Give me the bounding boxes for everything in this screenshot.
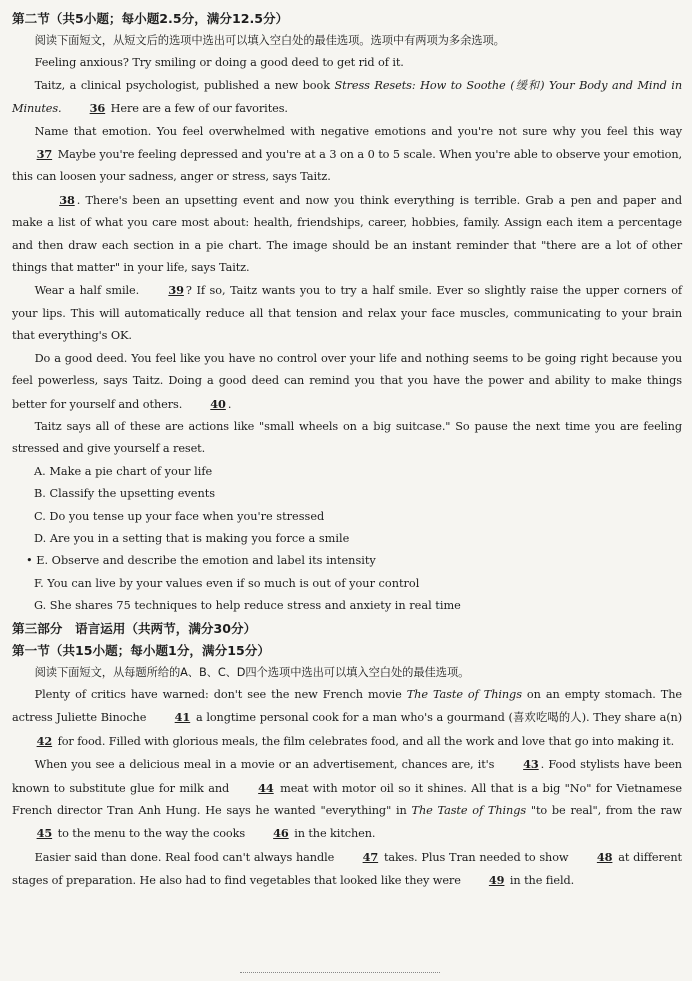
text-span: . There's been an upsetting event and now you think everything is terrible. Grab a pen and paper and make a list of what you care most about: health, friendships, career, hobbies, family. Assign each item a percentage and then draw each section in a pie chart. The image should be an instant reminder that "there are a lot of other things that matter" in your life, says Taitz. [12,193,682,275]
passage-paragraph-2 [12,75,682,121]
text-span: at different stages of preparation. He also had to find vegetables that looked like they were [12,850,682,888]
passage-paragraph-4 [12,189,682,280]
text-span: Taitz, a clinical psychologist, published a new book [34,78,335,92]
movie-title: The Taste of Things [411,804,527,817]
cloze-paragraph-3 [12,846,682,893]
passage-paragraph-3 [12,121,682,189]
text-span: meat with motor oil so it shines. All that is a big "No" for Vietnamese French director Tran Anh Hung. He says he wanted "everything" in [12,781,682,817]
text-span: Do a good deed. You feel like you have no control over your life and nothing seems to be going right because you feel powerless, says Taitz. Doing a good deed can remind you that you have the power and ability to make things better for yourself and others. [12,351,682,411]
blank-48: 48 [596,849,613,864]
blank-36: 36 [89,101,106,116]
passage-paragraph-7: Taitz says all of these are actions like "small wheels on a big suitcase." So pause the next time you are feeling stressed and give yourself a reset. [12,419,682,456]
blank-44: 44 [258,780,274,795]
passage-paragraph-1: Feeling anxious? Try smiling or doing a good deed to get rid of it. [34,56,404,70]
text-span: to the menu to the way the cooks [57,827,246,841]
text-span: ? If so, Taitz wants you to try a half smile. Ever so slightly raise the upper corners of your lips. This will automatically reduce all that tension and relax your face muscles, communicating to your brain that everything's OK. [12,284,683,343]
text-span: When you see a delicious meal in a movie or an advertisement, chances are, it's [34,758,495,772]
cloze-paragraph-2 [12,753,682,846]
option-c: C. Do you tense up your face when you're stressed [34,509,325,523]
options-list [12,461,682,618]
text-span: for food. Filled with glorious meals, the film celebrates food, and all the work and love that go into making it. [57,734,675,748]
text-span: takes. Plus Tran needed to show [383,850,569,864]
text-span: Name that emotion. You feel overwhelmed with negative emotions and you're not sure why you feel this way [34,124,682,138]
blank-41: 41 [174,710,191,725]
option-e: • E. Observe and describe the emotion and label its intensity [26,554,376,568]
option-g: G. She shares 75 techniques to help reduce stress and anxiety in real time [34,599,461,613]
text-span: Maybe you're feeling depressed and you're at a 3 on a 0 to 5 scale. When you're able to observe your emotion, this can loosen your sadness, anger or stress, says Taitz. [12,148,682,184]
blank-49: 49 [488,873,505,888]
text-span: . [227,397,232,411]
text-span: Plenty of critics have warned: don't see the new French movie [34,687,407,701]
option-a: A. Make a pie chart of your life [34,464,213,478]
passage-paragraph-6 [12,348,682,416]
text-span: on an empty stomach. The actress Juliette Binoche [12,687,682,725]
movie-title: The Taste of Things [406,687,522,701]
text-span: in the field. [509,874,575,888]
blank-38: 38 [59,192,75,207]
blank-43: 43 [523,757,539,772]
blank-45: 45 [36,826,53,841]
text-span: in the kitchen. [294,827,376,841]
section2-heading: 第二节（共5小题；每小题2.5分，满分12.5分） [12,11,289,26]
blank-46: 46 [273,826,289,841]
page-footer-rule [240,972,440,979]
part3-instruction: 阅读下面短文，从每题所给的A、B、C、D四个选项中选出可以填入空白处的最佳选项。 [34,665,470,679]
part3-section1-heading: 第一节（共15小题；每小题1分，满分15分） [12,642,270,658]
blank-47: 47 [362,849,379,864]
blank-37: 37 [36,147,53,162]
text-span: Here are a few of our favorites. [107,102,288,116]
cloze-paragraph-1 [12,684,682,753]
option-d: D. Are you in a setting that is making you force a smile [34,531,350,545]
part3-heading: 第三部分 语言运用（共两节，满分30分） [12,620,257,636]
passage-paragraph-5 [12,279,682,347]
text-span: . Food stylists have been known to substitute glue for milk and [12,758,682,795]
text-span: a longtime personal cook for a man who's a gourmand (喜欢吃喝的人). They share a(n) [195,711,683,725]
text-span: "to be real", from the raw [526,804,682,817]
text-span: Easier said than done. Real food can't always handle [34,850,335,864]
book-title: Stress Resets: How to Soothe (缓和) Your Body and Mind in Minutes. [12,78,682,116]
blank-42: 42 [36,733,53,748]
option-f: F. You can live by your values even if so much is out of your control [34,576,420,590]
blank-40: 40 [210,396,226,411]
section2-instruction: 阅读下面短文，从短文后的选项中选出可以填入空白处的最佳选项。选项中有两项为多余选项。 [34,34,505,47]
blank-39: 39 [168,283,184,298]
option-b: B. Classify the upsetting events [34,487,216,501]
text-span: Wear a half smile. [34,284,140,298]
